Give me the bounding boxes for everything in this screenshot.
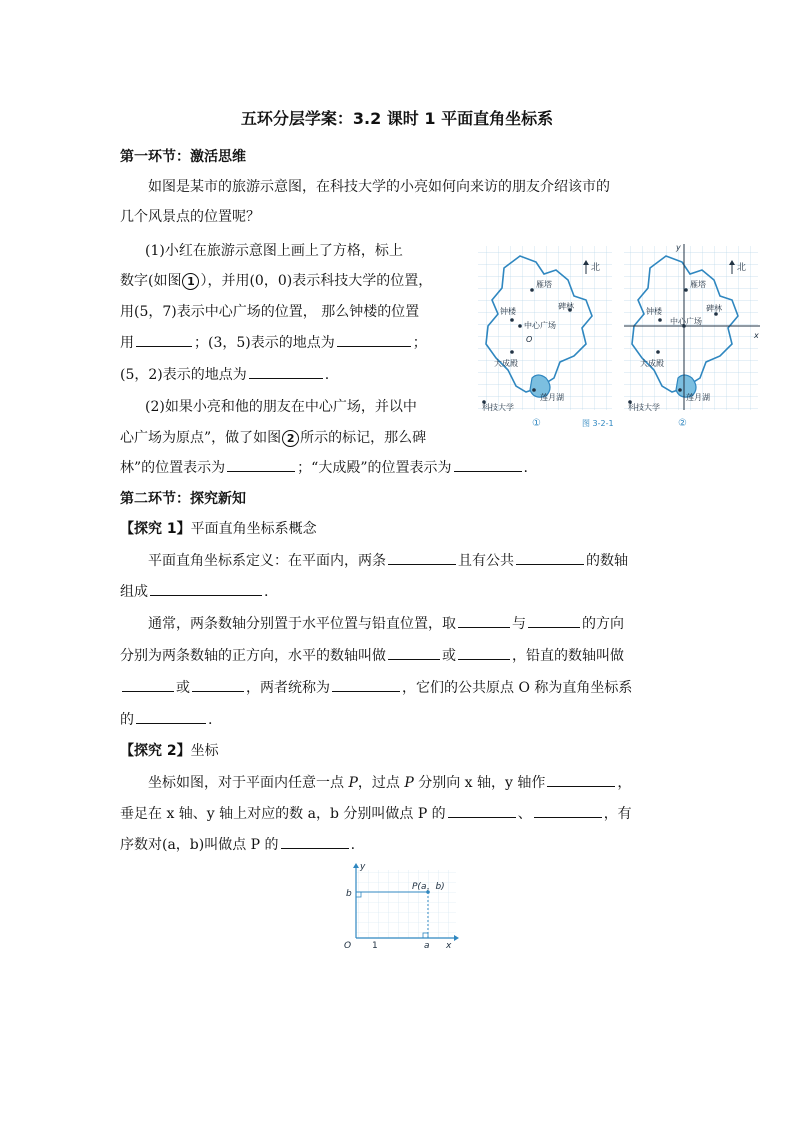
map-point bbox=[684, 288, 688, 292]
y-axis-label: y bbox=[360, 862, 366, 872]
answer-blank[interactable] bbox=[136, 709, 206, 724]
circle-number-2: 2 bbox=[282, 430, 299, 447]
place-label: 莲月湖 bbox=[540, 393, 564, 402]
place-label: 钟楼 bbox=[646, 307, 662, 316]
q1-line2: 数字(如图 1 ），并用(0，0)表示科技大学的位置， bbox=[120, 273, 433, 289]
place-label: 莲月湖 bbox=[686, 393, 710, 402]
north-label: 北 bbox=[591, 263, 601, 273]
coordinate-line2: 垂足在 x 轴、y 轴上对应的数 a，b 分别叫做点 P 的 、 ，有 bbox=[120, 803, 632, 823]
usually-line2: 分别为两条数轴的正方向，水平的数轴叫做 或 ，铅直的数轴叫做 bbox=[120, 645, 624, 665]
section2-heading: 第二环节：探究新知 bbox=[120, 491, 246, 507]
usually-line1: 通常，两条数轴分别置于水平位置与铅直位置，取 与 的方向 bbox=[148, 613, 624, 633]
place-label: 碑林 bbox=[558, 302, 574, 311]
answer-blank[interactable] bbox=[332, 677, 400, 692]
x-arrow-icon bbox=[454, 935, 459, 941]
answer-blank[interactable] bbox=[249, 364, 323, 379]
coordinate-line1: 坐标如图，对于平面内任意一点 P，过点 P 分别向 x 轴，y 轴作 ， bbox=[148, 772, 631, 792]
q2-line1: (2)如果小亮和他的朋友在中心广场，并以中 bbox=[145, 399, 417, 415]
x-axis-label: x bbox=[446, 941, 452, 950]
answer-blank[interactable] bbox=[150, 581, 262, 596]
place-label: 大成殿 bbox=[494, 359, 518, 368]
map-point bbox=[532, 388, 536, 392]
map-point bbox=[510, 318, 514, 322]
explore2-tag: 【探究 2】 bbox=[120, 743, 191, 759]
answer-blank[interactable] bbox=[458, 613, 510, 628]
origin-label: O bbox=[344, 941, 352, 950]
answer-blank[interactable] bbox=[192, 677, 244, 692]
q1-line1: (1)小红在旅游示意图上画上了方格，标上 bbox=[145, 243, 403, 259]
place-label: 中心广场 bbox=[524, 321, 556, 330]
one-label: 1 bbox=[372, 941, 378, 950]
section1-heading: 第一环节：激活思维 bbox=[120, 149, 246, 165]
place-label: 大成殿 bbox=[640, 359, 664, 368]
place-label: 雁塔 bbox=[690, 280, 706, 289]
answer-blank[interactable] bbox=[528, 613, 580, 628]
map-point bbox=[678, 388, 682, 392]
x-axis-label: x bbox=[754, 331, 759, 340]
answer-blank[interactable] bbox=[388, 550, 456, 565]
map-point bbox=[658, 318, 662, 322]
q1-line4: 用 ；(3，5)表示的地点为 ； bbox=[120, 332, 427, 352]
origin-label: O bbox=[526, 335, 533, 344]
map-panel-1 bbox=[478, 246, 612, 429]
answer-blank[interactable] bbox=[227, 457, 295, 472]
map-point bbox=[518, 324, 522, 328]
place-label: 碑林 bbox=[706, 304, 722, 313]
explore2-heading: 【探究 2】坐标 bbox=[120, 743, 219, 759]
a-label: a bbox=[424, 941, 430, 950]
caption-2: ② bbox=[678, 418, 687, 429]
answer-blank[interactable] bbox=[122, 677, 174, 692]
answer-blank[interactable] bbox=[388, 645, 440, 660]
answer-blank[interactable] bbox=[516, 550, 584, 565]
y-axis-label: y bbox=[676, 243, 681, 252]
intro-line1: 如图是某市的旅游示意图，在科技大学的小亮如何向来访的朋友介绍该市的 bbox=[148, 179, 610, 195]
answer-blank[interactable] bbox=[458, 645, 510, 660]
usually-line4: 的 . bbox=[120, 709, 212, 729]
coordinate-figure bbox=[338, 862, 462, 950]
point-p-label: P(a，b) bbox=[412, 882, 445, 892]
answer-blank[interactable] bbox=[448, 803, 516, 818]
answer-blank[interactable] bbox=[547, 772, 615, 787]
intro-line2: 几个风景点的位置呢？ bbox=[120, 209, 260, 225]
place-label: 中心广场 bbox=[670, 317, 702, 326]
map-panel-2 bbox=[624, 243, 760, 429]
grid-background bbox=[356, 870, 456, 938]
q2-line2: 心广场为原点”，做了如图 2 所示的标记，那么碑 bbox=[120, 430, 427, 446]
q1-line5: (5，2)表示的地点为 . bbox=[120, 364, 329, 384]
answer-blank[interactable] bbox=[281, 834, 349, 849]
answer-blank[interactable] bbox=[337, 332, 411, 347]
explore1-tag: 【探究 1】 bbox=[120, 521, 191, 537]
circle-number-1: 1 bbox=[182, 273, 199, 290]
answer-blank[interactable] bbox=[534, 803, 602, 818]
north-label: 北 bbox=[737, 263, 747, 273]
figure-label: 图 3-2-1 bbox=[582, 419, 614, 428]
place-label: 雁塔 bbox=[536, 280, 552, 289]
place-label: 钟楼 bbox=[500, 307, 516, 316]
y-arrow-icon bbox=[353, 863, 359, 868]
map-point bbox=[656, 350, 660, 354]
explore1-heading: 【探究 1】平面直角坐标系概念 bbox=[120, 521, 317, 537]
usually-line3: 或 ，两者统称为 ，它们的公共原点 O 称为直角坐标系 bbox=[120, 677, 632, 697]
b-label: b bbox=[346, 889, 352, 899]
q2-line3: 林”的位置表示为 ；“大成殿”的位置表示为 . bbox=[120, 457, 528, 477]
definition-line2: 组成 . bbox=[120, 581, 268, 601]
place-label: 科技大学 bbox=[482, 403, 514, 412]
answer-blank[interactable] bbox=[136, 332, 192, 347]
page-title: 五环分层学案：3.2 课时 1 平面直角坐标系 bbox=[240, 109, 554, 128]
map-point bbox=[510, 350, 514, 354]
map-point bbox=[530, 288, 534, 292]
q1-line3: 用(5，7)表示中心广场的位置， 那么钟楼的位置 bbox=[120, 304, 420, 320]
caption-1: ① bbox=[532, 418, 541, 429]
definition-line1: 平面直角坐标系定义：在平面内，两条 且有公共 的数轴 bbox=[148, 550, 628, 570]
tourist-map-figure bbox=[474, 240, 764, 436]
coordinate-line3: 序数对(a，b)叫做点 P 的 . bbox=[120, 834, 355, 854]
answer-blank[interactable] bbox=[454, 457, 522, 472]
place-label: 科技大学 bbox=[628, 403, 660, 412]
